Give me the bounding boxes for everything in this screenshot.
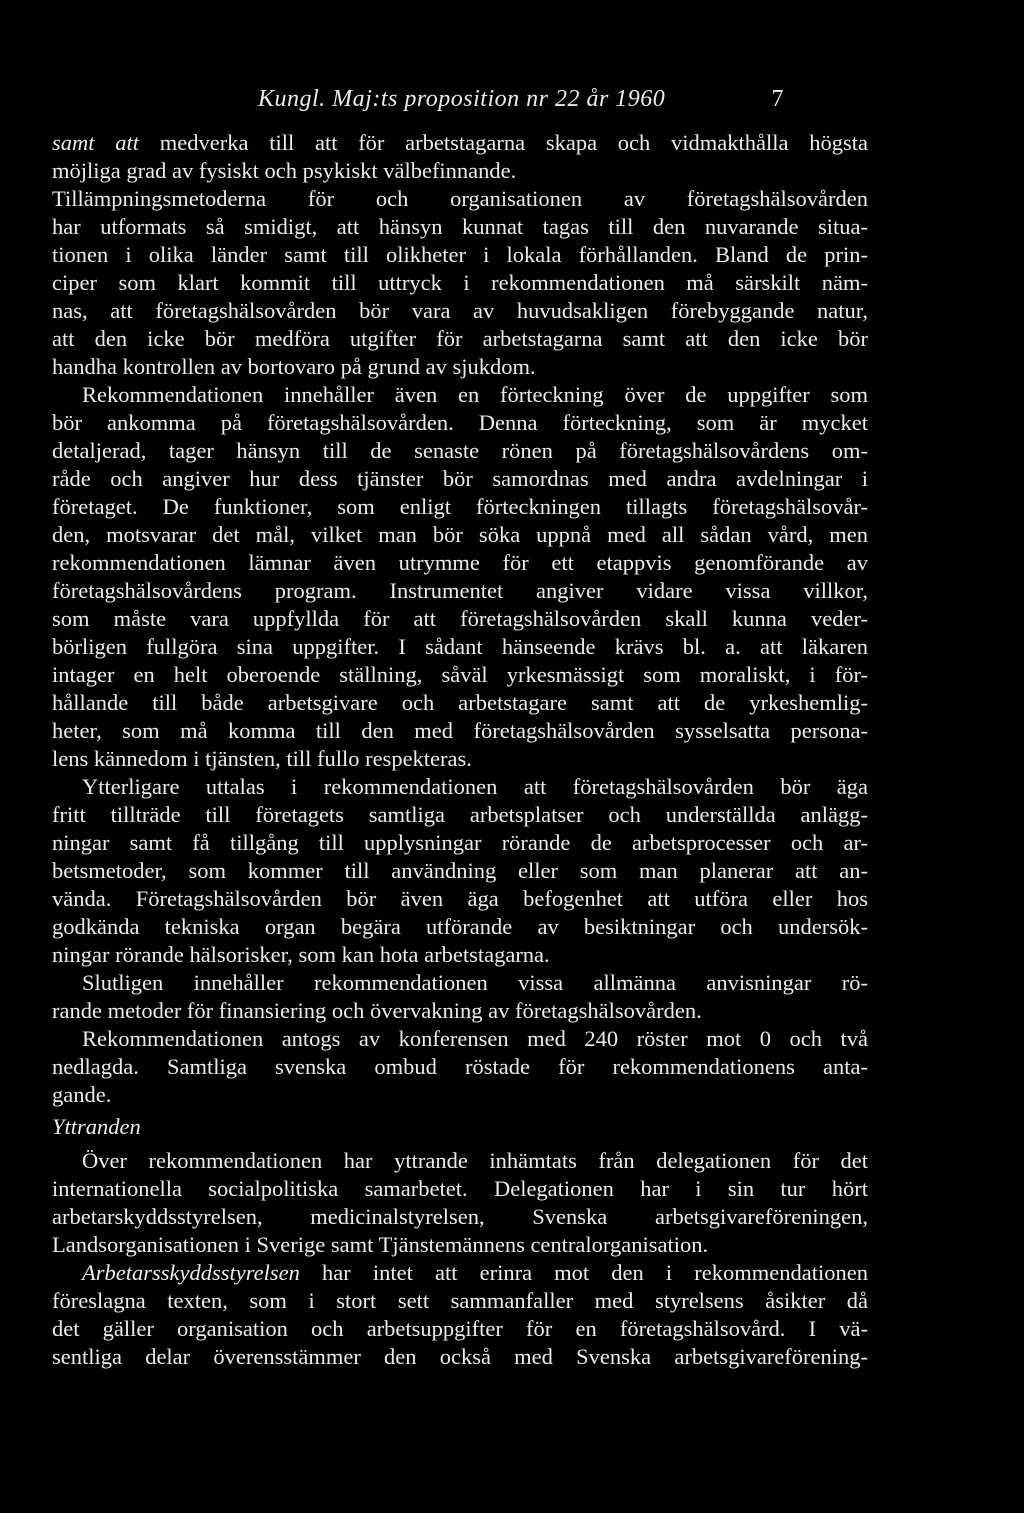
- text-line: [52, 492, 868, 522]
- line-text: ningar rörande hälsorisker, som kan hota arbetstagarna.: [52, 942, 550, 967]
- line-text: Slutligen innehåller rekommendationen vissa allmänna anvisningar rö-: [82, 970, 868, 995]
- line-text: Landsorganisationen i Sverige samt Tjänstemännens centralorganisation.: [52, 1232, 709, 1257]
- text-line: [52, 156, 868, 186]
- line-text: heter, som må komma till den med företagshälsovården sysselsatta persona-: [52, 718, 868, 743]
- text-line: [52, 324, 868, 354]
- text-line: [52, 268, 868, 298]
- line-text: föreslagna texten, som i stort sett sammanfaller med styrelsens åsikter då: [52, 1288, 868, 1313]
- line-text: lens kännedom i tjänsten, till fullo respekteras.: [52, 746, 472, 771]
- text-line: [52, 688, 868, 718]
- text-line: [52, 240, 868, 270]
- text-line: [52, 128, 868, 158]
- line-text: företaget. De funktioner, som enligt förteckningen tillagts företagshälsovår-: [52, 494, 868, 519]
- text-line: [52, 576, 868, 606]
- text-line: [82, 968, 868, 998]
- text-line: [82, 1258, 868, 1288]
- line-text: det gäller organisation och arbetsuppgifter för en företagshälsovård. I vä-: [52, 1316, 868, 1341]
- text-line: [52, 856, 868, 886]
- line-text: intager en helt oberoende ställning, såväl yrkesmässigt som moraliskt, i för-: [52, 662, 868, 687]
- text-line: [52, 716, 868, 746]
- line-text: nas, att företagshälsovården bör vara av huvudsakligen förebyggande natur,: [52, 298, 868, 323]
- text-line: [52, 1342, 868, 1372]
- line-text: sentliga delar överensstämmer den också med Svenska arbetsgivareförening-: [52, 1344, 868, 1369]
- line-text: nedlagda. Samtliga svenska ombud röstade för rekommendationens anta-: [52, 1054, 868, 1079]
- line-text: internationella socialpolitiska samarbetet. Delegationen har i sin tur hört: [52, 1176, 868, 1201]
- text-line: [52, 912, 868, 942]
- line-text: arbetarskyddsstyrelsen, medicinalstyrelsen, Svenska arbetsgivareföreningen,: [52, 1204, 868, 1229]
- line-text: ningar samt få tillgång till upplysningar rörande de arbetsprocesser och ar-: [52, 830, 868, 855]
- line-text: godkända tekniska organ begära utförande av besiktningar och undersök-: [52, 914, 868, 939]
- line-text: Yttranden: [52, 1114, 141, 1139]
- text-line: [52, 660, 868, 690]
- text-line: [82, 1024, 868, 1054]
- text-line: [82, 1146, 868, 1176]
- line-text: har intet att erinra mot den i rekommendationen: [299, 1260, 868, 1285]
- line-text: fritt tillträde till företagets samtliga arbetsplatser och underställda anlägg-: [52, 802, 868, 827]
- text-line: [52, 744, 868, 774]
- line-text: gande.: [52, 1082, 112, 1107]
- text-line: [52, 884, 868, 914]
- line-text: rekommendationen lämnar även utrymme för ett etappvis genomförande av: [52, 550, 868, 575]
- text-line: [52, 1286, 868, 1316]
- line-text: råde och angiver hur dess tjänster bör samordnas med andra avdelningar i: [52, 466, 868, 491]
- text-line: [52, 940, 868, 970]
- text-line: [52, 604, 868, 634]
- text-line: [82, 772, 868, 802]
- line-text: hållande till både arbetsgivare och arbetstagare samt att de yrkeshemlig-: [52, 690, 868, 715]
- text-line: [52, 520, 868, 550]
- text-line: [52, 352, 868, 382]
- running-head-title: Kungl. Maj:ts proposition nr 22 år 1960: [258, 86, 666, 112]
- section-heading: [52, 1112, 868, 1142]
- page-number: 7: [771, 86, 784, 112]
- text-line: [52, 800, 868, 830]
- text-line: [52, 828, 868, 858]
- italic-phrase: Arbetarsskyddsstyrelsen: [82, 1260, 300, 1285]
- line-text: vända. Företagshälsovården bör även äga befogenhet att utföra eller hos: [52, 886, 868, 911]
- italic-phrase: samt att: [52, 130, 140, 155]
- text-line: [52, 296, 868, 326]
- text-line: [52, 436, 868, 466]
- text-line: [82, 380, 868, 410]
- text-line: [52, 632, 868, 662]
- line-text: rande metoder för finansiering och övervakning av företagshälsovården.: [52, 998, 702, 1023]
- text-line: [52, 1052, 868, 1082]
- line-text: handha kontrollen av bortovaro på grund av sjukdom.: [52, 354, 536, 379]
- text-line: [52, 996, 868, 1026]
- line-text: bör ankomma på företagshälsovården. Denna förteckning, som är mycket: [52, 410, 868, 435]
- text-line: [52, 408, 868, 438]
- text-line: [52, 1080, 868, 1110]
- line-text: detaljerad, tager hänsyn till de senaste rönen på företagshälsovårdens om-: [52, 438, 868, 463]
- line-text: medverka till att för arbetstagarna skapa och vidmakthålla högsta: [139, 130, 868, 155]
- line-text: att den icke bör medföra utgifter för arbetstagarna samt att den icke bör: [52, 326, 868, 351]
- line-text: Tillämpningsmetoderna för och organisationen av företagshälsovården: [52, 186, 868, 211]
- line-text: tionen i olika länder samt till olikheter i lokala förhållanden. Bland de prin-: [52, 242, 868, 267]
- text-line: [52, 464, 868, 494]
- text-line: [52, 1230, 868, 1260]
- line-text: Rekommendationen antogs av konferensen med 240 röster mot 0 och två: [82, 1026, 868, 1051]
- line-text: har utformats så smidigt, att hänsyn kunnat tagas till den nuvarande situa-: [52, 214, 868, 239]
- text-line: [52, 1314, 868, 1344]
- line-text: företagshälsovårdens program. Instrumentet angiver vidare vissa villkor,: [52, 578, 868, 603]
- line-text: Rekommendationen innehåller även en förteckning över de uppgifter som: [82, 382, 868, 407]
- line-text: möjliga grad av fysiskt och psykiskt välbefinnande.: [52, 158, 517, 183]
- line-text: som måste vara uppfyllda för att företagshälsovården skall kunna veder-: [52, 606, 868, 631]
- line-text: Ytterligare uttalas i rekommendationen att företagshälsovården bör äga: [82, 774, 868, 799]
- text-line: [52, 1202, 868, 1232]
- line-text: den, motsvarar det mål, vilket man bör söka uppnå med all sådan vård, men: [52, 522, 868, 547]
- text-line: [52, 184, 868, 214]
- text-line: [52, 1174, 868, 1204]
- text-line: [52, 548, 868, 578]
- line-text: Över rekommendationen har yttrande inhämtats från delegationen för det: [82, 1148, 868, 1173]
- line-text: betsmetoder, som kommer till användning eller som man planerar att an-: [52, 858, 868, 883]
- line-text: börligen fullgöra sina uppgifter. I sådant hänseende krävs bl. a. att läkaren: [52, 634, 868, 659]
- line-text: ciper som klart kommit till uttryck i rekommendationen må särskilt näm-: [52, 270, 868, 295]
- text-line: [52, 212, 868, 242]
